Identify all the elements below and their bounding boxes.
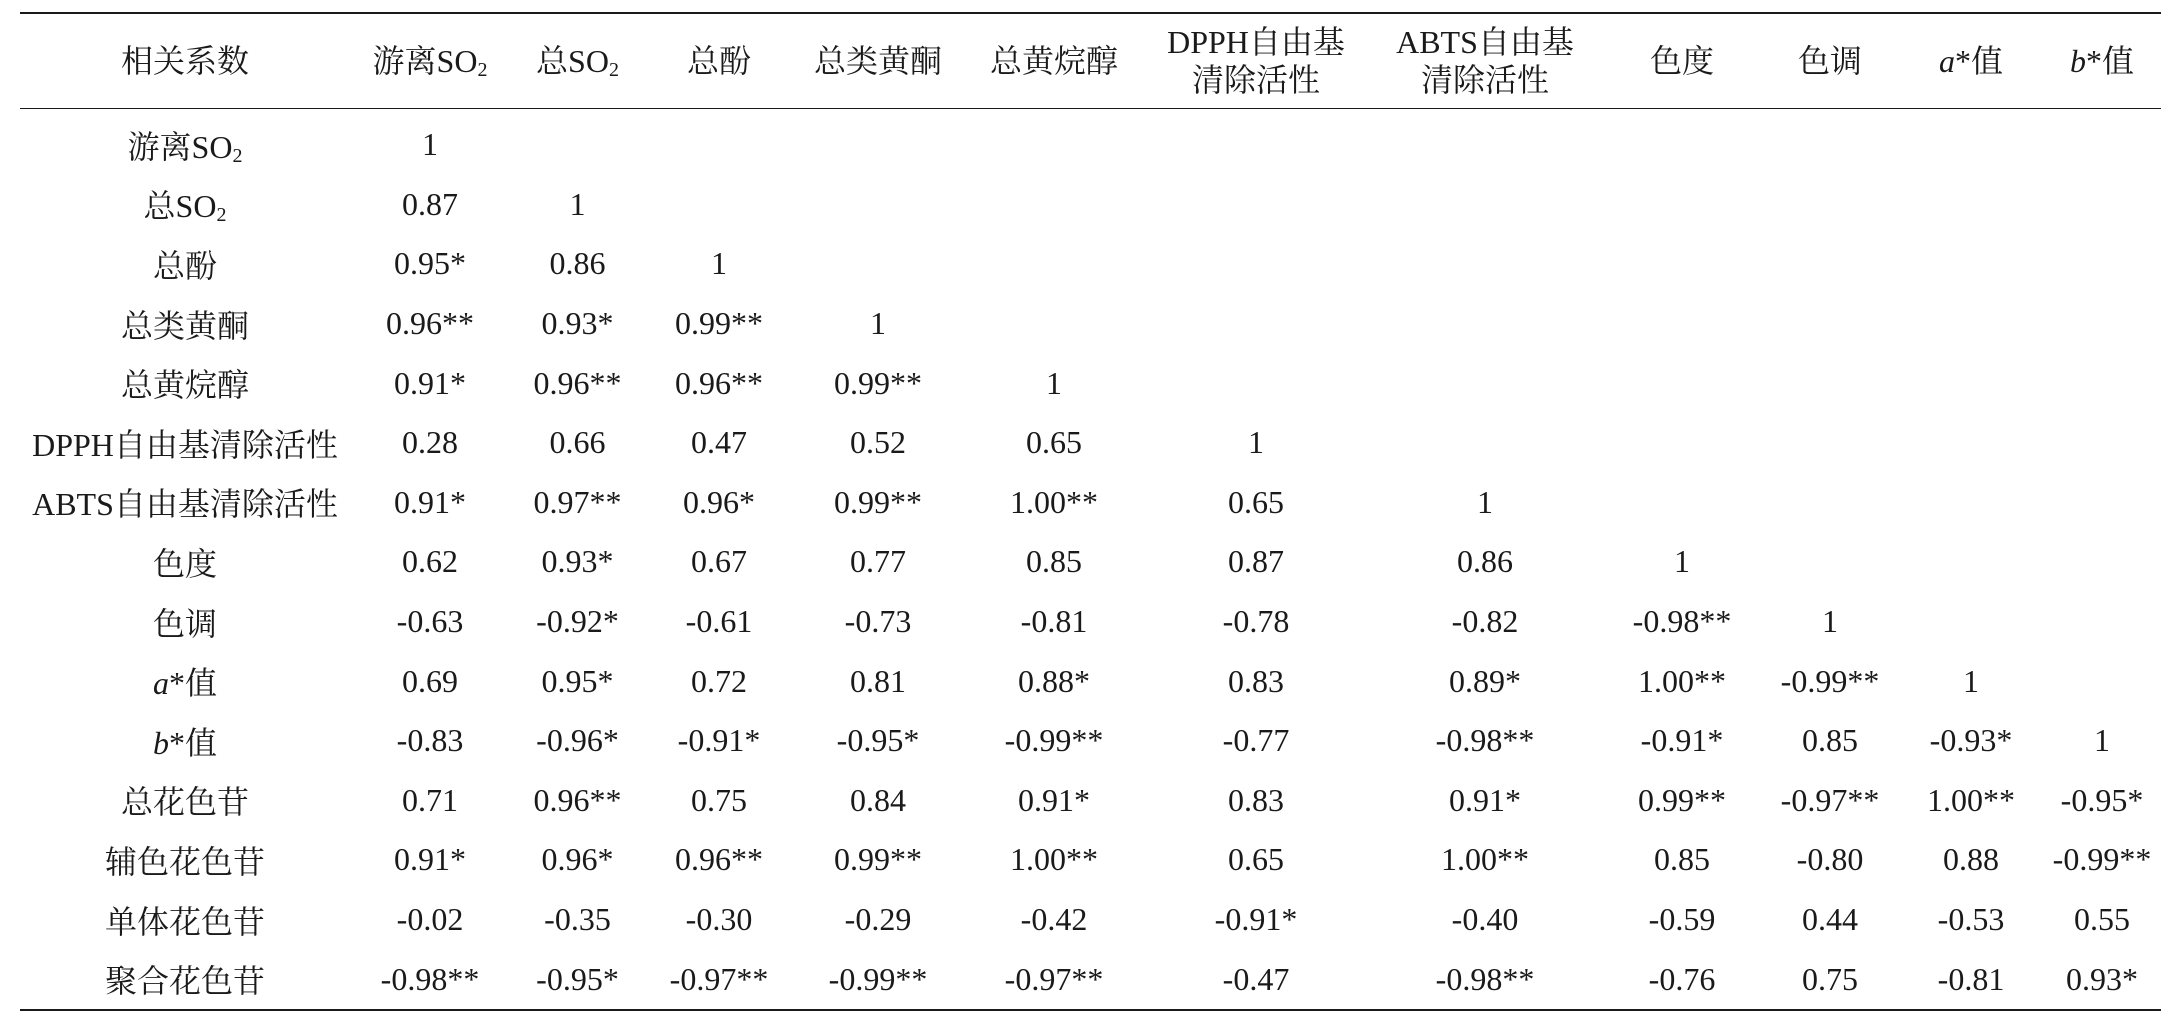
table-cell [793, 175, 963, 235]
table-row [20, 413, 2161, 473]
table-cell: 0.91* [1018, 781, 1090, 818]
table-cell: 0.83 [1228, 662, 1284, 699]
correlation-table [20, 12, 2161, 1011]
table-cell: -0.80 [1796, 841, 1864, 878]
table-cell [1145, 175, 1367, 235]
row-label: 单体花色苷 [104, 903, 265, 940]
table-cell [2043, 234, 2161, 294]
table-cell [1761, 175, 1899, 235]
table-cell: 0.44 [1802, 901, 1858, 938]
header-abts: ABTS自由基 清除活性 [1396, 24, 1574, 98]
table-row [20, 651, 2161, 711]
table-cell: -0.91* [677, 722, 761, 759]
table-cell: -0.98** [380, 960, 480, 997]
table-cell: -0.73 [844, 603, 912, 640]
table-cell: -0.77 [1222, 722, 1290, 759]
table-cell: 0.93* [2066, 960, 2138, 997]
table-cell: 0.96** [675, 364, 763, 401]
table-cell: -0.98** [1435, 960, 1535, 997]
table-row [20, 175, 2161, 235]
table-cell [2043, 413, 2161, 473]
table-cell: 1.00** [1441, 841, 1529, 878]
table-cell: 0.97** [533, 483, 622, 520]
table-cell: 0.83 [1228, 781, 1284, 818]
table-cell [1761, 473, 1899, 533]
table-cell: 1.00** [1010, 483, 1098, 520]
table-cell: -0.53 [1937, 901, 2005, 938]
table-cell: 0.52 [850, 424, 906, 461]
table-cell: 0.55 [2074, 901, 2130, 938]
table-cell: -0.76 [1648, 960, 1716, 997]
table-cell [1899, 473, 2043, 533]
table-cell: -0.30 [685, 901, 753, 938]
table-cell: 0.91* [394, 841, 466, 878]
table-body [20, 109, 2161, 1010]
table-cell: -0.92* [536, 603, 619, 640]
table-cell [1899, 592, 2043, 652]
table-cell: -0.29 [844, 901, 912, 938]
table-cell: 0.86 [549, 245, 606, 282]
row-label: 聚合花色苷 [104, 963, 265, 1000]
table-cell [1603, 473, 1761, 533]
table-cell: 0.95* [394, 245, 466, 282]
table-row [20, 532, 2161, 592]
table-cell [1899, 234, 2043, 294]
table-cell: 1 [1248, 424, 1264, 461]
table-cell: 0.87 [1228, 543, 1284, 580]
table-row [20, 890, 2161, 950]
table-cell [1603, 234, 1761, 294]
table-cell: 1 [1477, 483, 1493, 520]
table-cell [1145, 234, 1367, 294]
table-cell: -0.42 [1020, 901, 1088, 938]
correlation-table-container [20, 12, 2161, 1011]
table-cell: -0.91* [1640, 722, 1724, 759]
table-cell: 0.96** [533, 781, 622, 818]
table-cell: 0.93* [541, 305, 614, 342]
table-row [20, 949, 2161, 1010]
table-cell: 0.88 [1943, 841, 1999, 878]
table-cell: 0.85 [1802, 722, 1858, 759]
table-cell: 0.28 [402, 424, 458, 461]
table-cell [1899, 353, 2043, 413]
table-row [20, 592, 2161, 652]
table-cell: -0.93* [1929, 722, 2013, 759]
table-cell: 0.69 [402, 662, 458, 699]
table-cell: 1 [711, 245, 727, 282]
table-cell [1145, 353, 1367, 413]
header-b-value: b*值 [2069, 43, 2134, 79]
table-cell [2043, 473, 2161, 533]
table-cell: 0.62 [402, 543, 458, 580]
table-cell: -0.40 [1451, 901, 1519, 938]
table-cell: 0.99** [675, 305, 763, 342]
table-cell: 0.95* [541, 662, 614, 699]
table-cell [2043, 294, 2161, 354]
row-label: a*值 [152, 665, 217, 702]
header-total-so2: 总$SO_2$ [536, 43, 619, 81]
table-cell: 0.85 [1654, 841, 1710, 878]
table-cell: 0.99** [834, 483, 922, 520]
table-cell [963, 109, 1145, 175]
header-a-value: a*值 [1938, 43, 2003, 79]
header-color-intensity: 色度 [1649, 43, 1714, 79]
table-cell: 0.67 [691, 543, 747, 580]
table-cell [1761, 413, 1899, 473]
table-cell [1761, 532, 1899, 592]
table-cell [1603, 353, 1761, 413]
table-cell [963, 175, 1145, 235]
table-cell [1761, 109, 1899, 175]
table-cell: -0.81 [1020, 603, 1088, 640]
table-cell: 1 [1822, 603, 1838, 640]
table-cell [1603, 175, 1761, 235]
table-cell: 0.81 [850, 662, 906, 699]
row-label: b*值 [152, 724, 217, 761]
row-label: 总黄烷醇 [120, 367, 249, 404]
table-cell: 0.96** [675, 841, 763, 878]
table-cell: 0.91* [394, 364, 466, 401]
table-row [20, 294, 2161, 354]
table-cell: -0.99** [1780, 662, 1880, 699]
table-row [20, 109, 2161, 175]
header-total-flavanol: 总黄烷醇 [989, 43, 1118, 79]
header-corner: 相关系数 [120, 43, 249, 79]
table-cell: -0.99** [1004, 722, 1104, 759]
header-dpph: DPPH自由基 清除活性 [1167, 24, 1345, 98]
table-row [20, 234, 2161, 294]
row-label: 色调 [152, 605, 217, 642]
table-cell: 0.99** [1638, 781, 1726, 818]
table-cell [963, 234, 1145, 294]
table-row [20, 473, 2161, 533]
table-cell [1761, 294, 1899, 354]
table-cell [1367, 353, 1603, 413]
table-cell [1899, 109, 2043, 175]
table-cell: -0.02 [396, 901, 464, 938]
header-total-phenol: 总酚 [686, 43, 751, 79]
table-cell [1761, 234, 1899, 294]
table-cell: 0.91* [394, 483, 466, 520]
table-cell [1367, 413, 1603, 473]
row-label: 总类黄酮 [120, 307, 249, 344]
row-label: ABTS自由基清除活性 [32, 486, 338, 523]
table-cell: -0.99** [828, 960, 928, 997]
table-cell: 0.89* [1449, 662, 1521, 699]
table-cell: 0.71 [402, 781, 458, 818]
table-cell: -0.95* [2060, 781, 2144, 818]
row-label: DPPH自由基清除活性 [32, 426, 338, 463]
table-cell [2043, 592, 2161, 652]
table-cell [2043, 175, 2161, 235]
table-cell: 0.96** [533, 364, 622, 401]
table-cell [1367, 234, 1603, 294]
header-row [20, 13, 2161, 109]
table-cell: -0.97** [1004, 960, 1104, 997]
table-cell [2043, 353, 2161, 413]
table-cell [1761, 353, 1899, 413]
table-cell: 0.99** [834, 364, 922, 401]
header-total-flavonoid: 总类黄酮 [813, 43, 942, 79]
table-cell [645, 109, 793, 175]
table-cell [1367, 109, 1603, 175]
table-cell: 1 [1963, 662, 1979, 699]
table-cell: 1 [569, 185, 586, 222]
table-cell: -0.95* [836, 722, 920, 759]
table-cell: 1 [1674, 543, 1690, 580]
table-cell: 0.65 [1228, 483, 1284, 520]
table-cell: 1 [870, 305, 886, 342]
table-cell: 0.93* [541, 543, 614, 580]
row-label: 总酚 [152, 247, 217, 284]
table-cell: 0.96* [541, 841, 614, 878]
row-label: 游离$SO_2$ [127, 128, 243, 167]
table-cell: 1.00** [1010, 841, 1098, 878]
table-cell [1899, 413, 2043, 473]
row-label: 总花色苷 [120, 784, 249, 821]
table-cell [645, 175, 793, 235]
table-cell: -0.98** [1632, 603, 1732, 640]
table-cell [1603, 109, 1761, 175]
table-cell: -0.47 [1222, 960, 1290, 997]
header-free-so2: 游离$SO_2$ [372, 43, 488, 81]
table-cell: -0.78 [1222, 603, 1290, 640]
table-cell: 0.65 [1026, 424, 1082, 461]
table-cell: 0.84 [850, 781, 906, 818]
table-cell: 1 [1046, 364, 1062, 401]
table-cell [1899, 175, 2043, 235]
table-cell: -0.99** [2052, 841, 2152, 878]
table-cell [510, 109, 645, 175]
table-cell: -0.81 [1937, 960, 2005, 997]
table-cell [1367, 294, 1603, 354]
table-cell [1145, 109, 1367, 175]
table-cell: -0.59 [1648, 901, 1716, 938]
table-cell: 1.00** [1638, 662, 1726, 699]
row-label: 色度 [152, 545, 217, 582]
table-cell: -0.97** [669, 960, 769, 997]
table-cell: -0.96* [536, 722, 619, 759]
table-cell [1367, 175, 1603, 235]
table-cell: -0.98** [1435, 722, 1535, 759]
table-cell: 0.66 [549, 424, 606, 461]
table-cell: 1 [2094, 722, 2110, 759]
table-cell: -0.91* [1214, 901, 1298, 938]
table-cell: 0.88* [1018, 662, 1090, 699]
row-label: 总$SO_2$ [143, 188, 227, 227]
table-cell: 0.96** [386, 305, 474, 342]
table-row [20, 353, 2161, 413]
table-cell: 0.75 [691, 781, 747, 818]
table-cell: -0.97** [1780, 781, 1880, 818]
table-cell: 0.72 [691, 662, 747, 699]
table-cell [1145, 294, 1367, 354]
table-cell [2043, 109, 2161, 175]
table-cell: 0.75 [1802, 960, 1858, 997]
table-cell: -0.35 [544, 901, 611, 938]
table-cell: 0.86 [1457, 543, 1513, 580]
table-cell: 0.99** [834, 841, 922, 878]
table-cell: 1 [422, 126, 438, 163]
table-cell [1603, 294, 1761, 354]
table-cell [1899, 532, 2043, 592]
table-cell: 0.91* [1449, 781, 1521, 818]
table-cell: -0.83 [396, 722, 464, 759]
table-cell [793, 109, 963, 175]
row-label: 辅色花色苷 [104, 843, 265, 880]
table-cell: 0.47 [691, 424, 747, 461]
table-row [20, 830, 2161, 890]
table-row [20, 771, 2161, 831]
table-cell: -0.95* [536, 960, 619, 997]
table-cell: -0.61 [685, 603, 753, 640]
table-cell [963, 294, 1145, 354]
table-cell: -0.82 [1451, 603, 1519, 640]
table-cell: 0.65 [1228, 841, 1284, 878]
table-cell [2043, 532, 2161, 592]
table-cell [2043, 651, 2161, 711]
table-cell [1603, 413, 1761, 473]
table-cell [1899, 294, 2043, 354]
table-cell [793, 234, 963, 294]
table-cell: 0.85 [1026, 543, 1082, 580]
table-cell: 0.96* [683, 483, 755, 520]
table-cell: 0.77 [850, 543, 906, 580]
table-row [20, 711, 2161, 771]
table-cell: -0.63 [396, 603, 464, 640]
table-cell: 1.00** [1927, 781, 2015, 818]
header-hue: 色调 [1797, 43, 1862, 79]
table-cell: 0.87 [402, 185, 458, 222]
